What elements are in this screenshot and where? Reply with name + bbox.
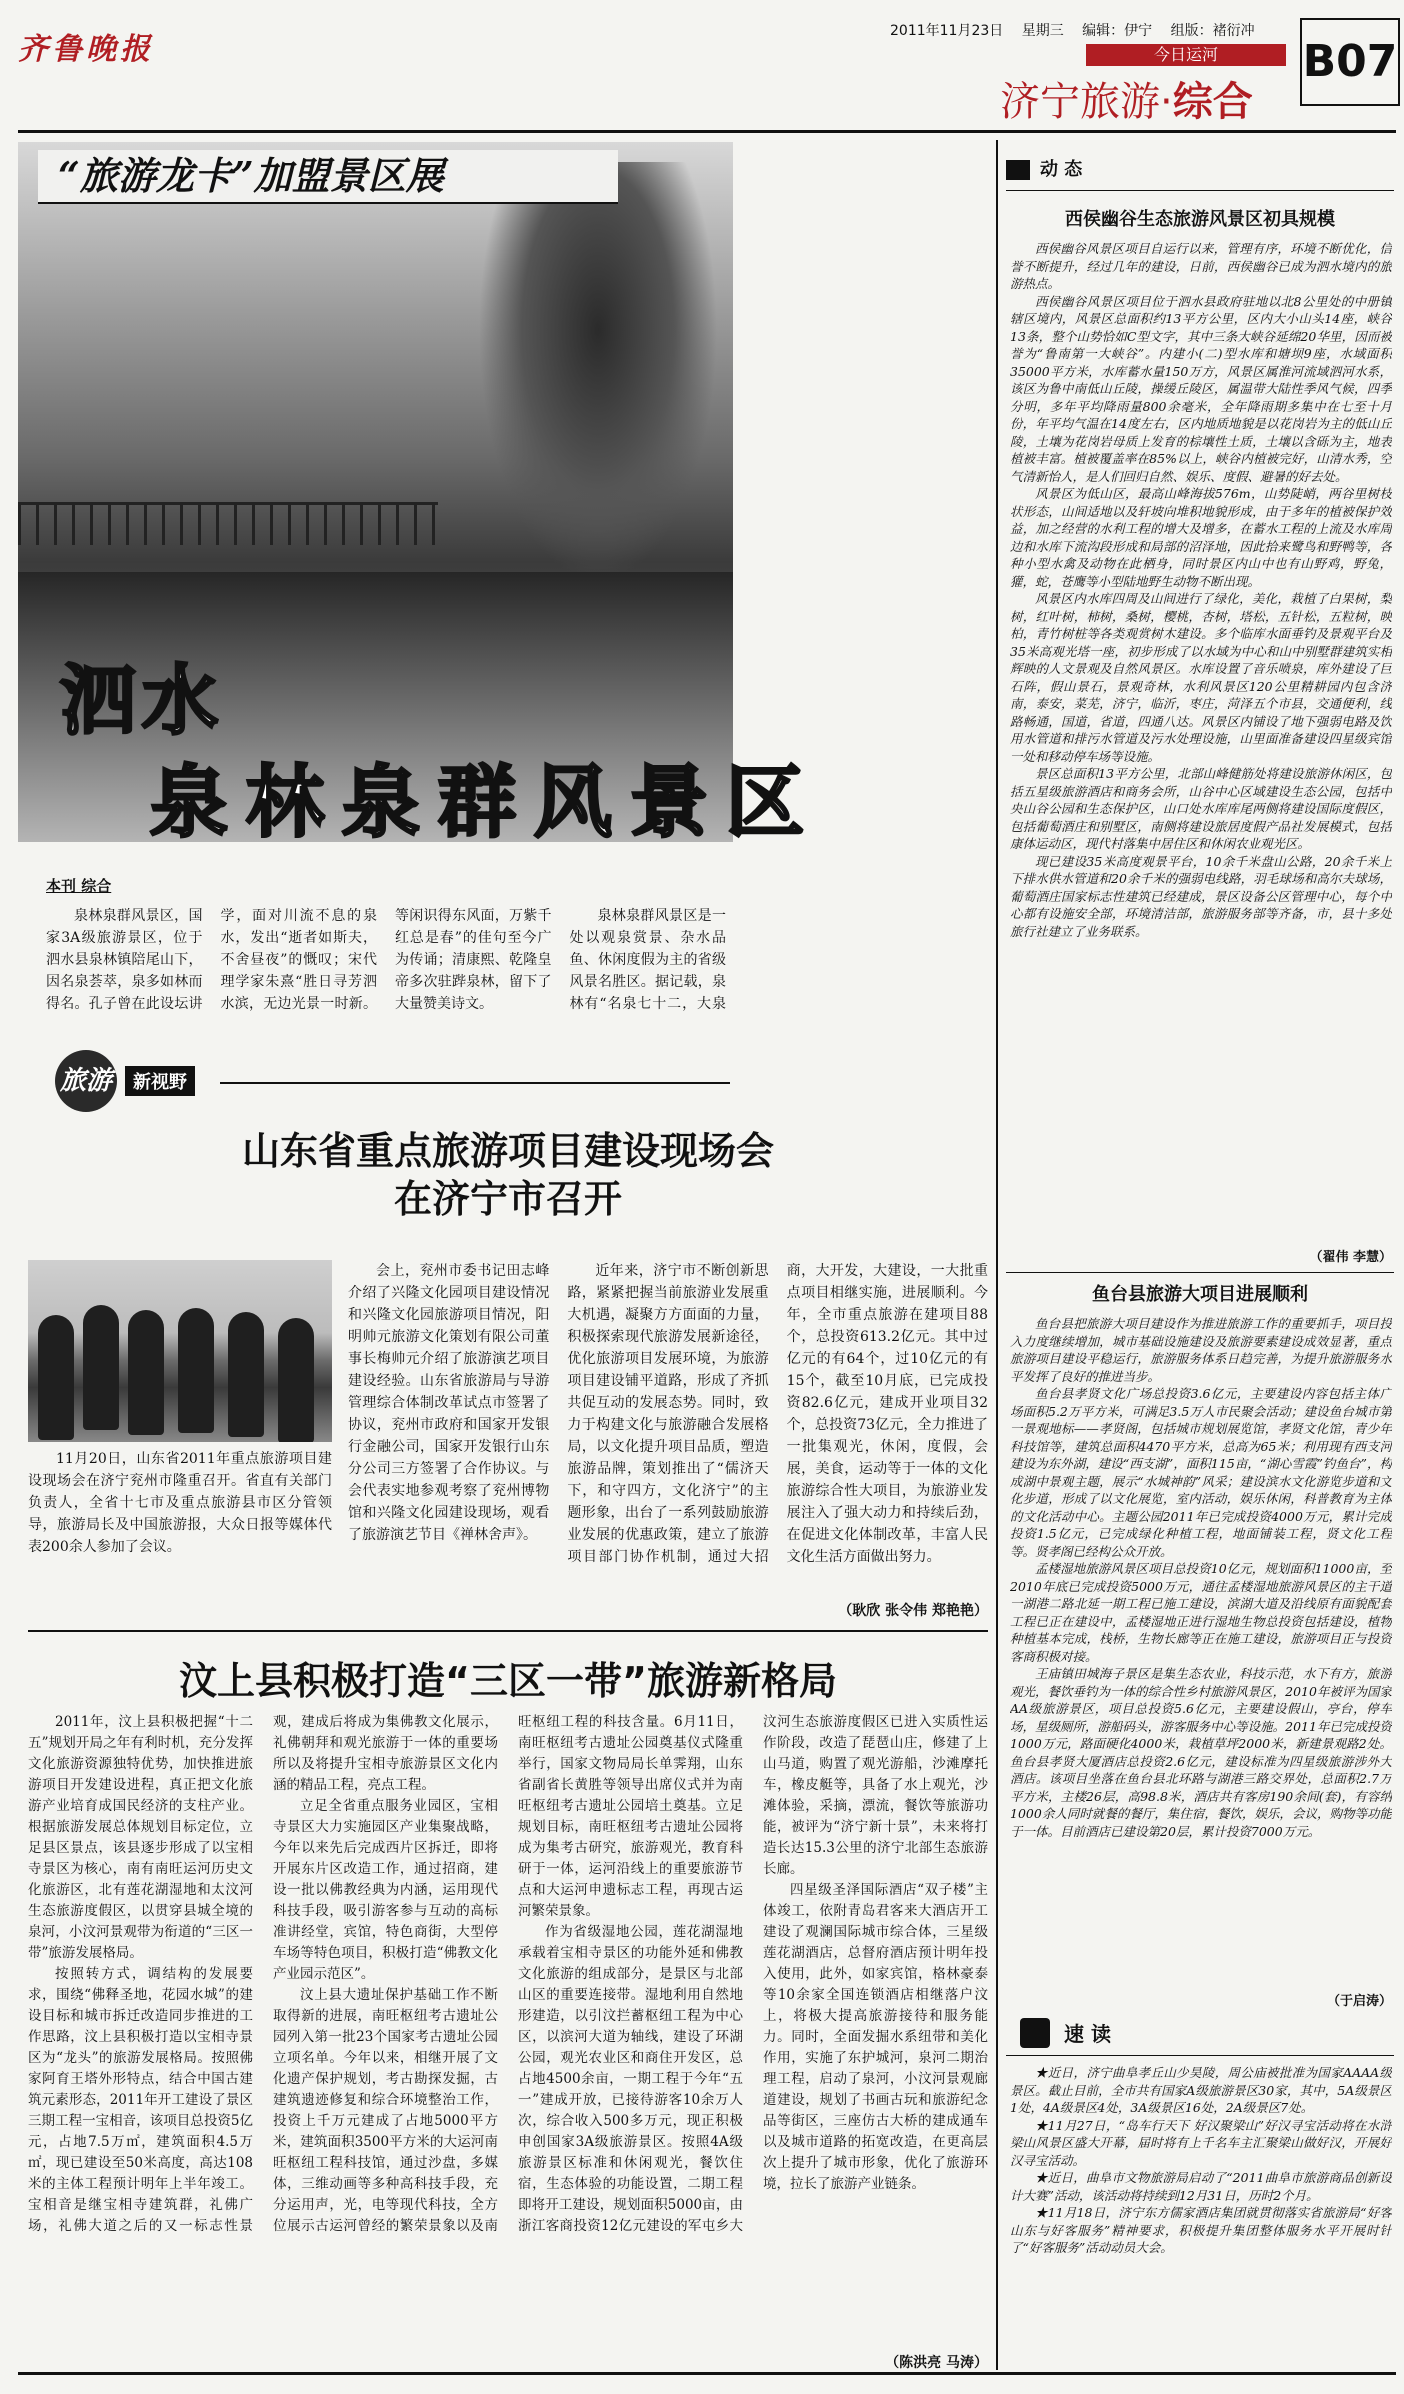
story1-credit: （耿欣 张令伟 郑艳艳） — [838, 1603, 988, 1619]
brief-label: 速 读 — [1064, 2022, 1111, 2046]
photo-person-shape — [178, 1308, 214, 1433]
brief-item: ★11月18日，济宁东方儒家酒店集团就贯彻落实省旅游局“好客山东与好客服务”精神要求，积极提升集团整体服务水平开展时针了“好客服务”活动动员大会。 — [1010, 2205, 1392, 2255]
footer-rule — [18, 2372, 1396, 2375]
article1-paragraph: 风景区内水库四周及山间进行了绿化，美化，栽植了白果树，梨树，红叶树，柿树，桑树，樱桃，杏树，塔松，五针松，五粒树，映柏，青竹树桩等各类观赏树木建设。多个临库水面垂钓及景观平台及35米高观光塔一座，初步形成了以水域为中心和山中别墅群建筑实相辉映的人文景观及自然风景区。水库设置了音乐喷泉，库外建设了巨石阵，假山景石，景观奇林，水利风景区120公里精耕园内包含济南，泰安，菜芜，济宁，临沂，枣庄，菏泽五个市县，交通便利，线路畅通，国道，省道，四通八达。风景区内铺设了地下强弱电路及饮用水管道和排污水管道及污水处理设施，山里面准备建设四星级宾馆一处和移动停车场等设施。 — [1010, 591, 1392, 764]
sidebar-rule — [1006, 190, 1394, 191]
feature-paragraph: 泉林泉群风景区，国家3A级旅游景区，位于泗水县泉林镇陪尾山下，因名泉荟萃，泉多如林而得名。孔子曾在此设坛讲学，面对川流不息的泉水，发出“逝者如斯夫，不舍昼夜”的慨叹；宋代理学家朱熹“胜日寻芳泗水滨，无边光景一时新。等闲识得东风面，万紫千红总是春”的佳句至今广为传诵；清康熙、乾隆皇帝多次驻跸泉林，留下了大量赞美诗文。 — [46, 908, 552, 1012]
article1-paragraph: 风景区为低山区，最高山峰海拔576m，山势陡峭，两谷里树枝状形态，山间适地以及轩坡向堆积地貌形成，由于多年的植被保护效益，加之经营的水利工程的增大及增多，在蓄水工程的上流及水库周边和水库下流沟段形成和局部的沼泽地，因此拾来鹭鸟和野鸭等，各种小型水禽及动物在此栖身，同时景区内山中也有山野鸡，野兔，獾，蛇，苍鹰等小型陆地野生动物不断出现。 — [1010, 486, 1392, 589]
section-title-main: 济宁旅游· — [1000, 79, 1173, 125]
feature-paragraph: 泉林泉群风景区是一处以观泉赏景、杂水品鱼、休闲度假为主的省级风景名胜区。据记载，泉林有“名泉七十二，大泉 — [569, 908, 726, 1012]
page-number: B07 — [1300, 18, 1400, 106]
article1-paragraph: 西侯幽谷风景区项目位于泗水县政府驻地以北8公里处的中册镇辖区境内，风景区总面积约13平方公里，区内大小山头14座，峡谷13条，整个山势恰如C型文字，其中三条大峡谷延绵20华里，因而被誉为“鲁南第一大峡谷”。内建小(二)型水库和塘坝9座，水域面积35000平方米，水库蓄水量150万方，风景区属淮河流域泗河水系，该区为鲁中南低山丘陵，操缓丘陵区，属温带大陆性季风气候，四季分明，多年平均降雨量800余毫米，全年降雨期多集中在七至十月份，年平均气温在14度左右，区内地质地貌是以花岗岩为主的低山丘陵，土壤为花岗岩母质上发育的棕壤性土质，土壤以含砾为主，地表植被丰富。植被覆盖率在85%以上，峡谷内植被完好，山清水秀，空气清新怡人，是人们回归自然、娱乐、度假、避暑的好去处。 — [1010, 293, 1392, 484]
brief-item: ★近日，济宁曲阜孝丘山少昊陵，周公庙被批准为国家AAAA级景区。截止目前，全市共有国家A级旅游景区30家，其中，5A级景区1处，4A级景区4处，3A级景区16处，2A级景区7处。 — [1010, 2065, 1392, 2115]
brief-list — [1010, 2064, 1392, 2364]
photo-person-shape — [38, 1315, 74, 1440]
story2-paragraph: 立足全省重点服务业园区，宝相寺景区大力实施园区产业集聚战略，今年以来先后完成西片区拆迁，即将开展东片区改造工作，通过招商，建设一批以佛教经典为内涵，运用现代科技手段，吸引游客参与互动的高标准讲经堂，宾馆，特色商街，大型停车场等特色项目，积极打造“佛教文化产业园示范区”。 — [273, 1798, 498, 1982]
section-title — [1000, 70, 1253, 127]
photo-person-shape — [228, 1312, 264, 1437]
photo-person-shape — [83, 1305, 119, 1430]
story2-paragraph: 作为省级湿地公园，莲花湖湿地承载着宝相寺景区的功能外延和佛教文化旅游的组成部分，是景区与北部山区的重要连接带。湿地利用自然地形建造，以引汶拦蓄枢纽工程为中心区，以滨河大道为轴线，建设了环湖公园，观光农业区和商住开发区，总占地4500余亩，一期工程于今年“五一”建成开放，已接待游客10余万人次，综合收入500多万元，现正积极申创国家3A级旅游景区。按照4A级旅游景区标准和休闲观光，餐饮住宿，生态体验的功能设置，二期工程即将开工建设，规划面积5000亩，由浙江客商投资12亿元建设的军屯乡大汶河生态旅游度假区已进入实质性运作阶段，改造了琵琶山庄，修建了上山马道，购置了观光游船，沙滩摩托车，橡皮艇等，具备了水上观光，沙滩体验，采摘，漂流，餐饮等旅游功能，被评为“济宁新十景”，未来将打造长达15.3公里的济宁北部生态旅游长廊。 — [518, 1714, 988, 2234]
section-bar-icon — [1006, 160, 1030, 180]
new-vision-rule — [220, 1082, 730, 1084]
photo-railing-shape — [18, 502, 438, 545]
issue-date: 2011年11月23日 — [890, 23, 1004, 39]
sidebar-section-label — [1006, 155, 1082, 181]
story2-paragraph: 按照转方式，调结构的发展要求，围绕“佛释圣地，花园水城”的建设目标和城市拆迁改造同步推进的工作思路，汶上县积极打造以宝相寺景区为“龙头”的旅游发展格局。按照佛家阿育王塔外形特点，结合中国古建筑元素形态，2011年开工建设了景区三期工程一宝相音，该项目总投资5亿元，占地7.5万㎡，建筑面积4.5万㎡，现已建设至50米高度，高达108米的主体工程预计明年上半年竣工。宝相音是继宝相寺建筑群，礼佛广场，礼佛大道之后的又一标志性景观，建成后将成为集佛教文化展示，礼佛朝拜和观光旅游于一体的重要场所以及将提升宝相寺旅游景区文化内涵的精品工程，亮点工程。 — [28, 1714, 498, 2234]
article2-paragraph: 孟楼湿地旅游风景区项目总投资10亿元，规划面积11000亩，至2010年底已完成投资5000万元，通往孟楼湿地旅游风景区的主干道一湖港二路北延一期工程已施工建设，滨湖大道及沿线原有面貌配套工程已正在建设中，孟楼湿地正进行湿地生物总投资包括建设，植物种植基本完成，栈桥，生物长廊等正在施工建设，旅游项目正与投资客商积极对接。 — [1010, 1561, 1392, 1664]
section-title-sub: 综合 — [1172, 79, 1253, 125]
column-divider — [996, 140, 998, 2370]
today-tag: 今日运河 — [1086, 44, 1286, 66]
feature-body — [46, 905, 726, 1025]
article1-paragraph: 景区总面积13平方公里，北部山峰健筋处将建设旅游休闲区，包括五星级旅游酒店和商务会所，山谷中心区域建设生态公园，包括中央山谷公园和生态保护区，山口处水库库尾两侧将建设国际度假区，包括葡萄酒庄和别墅区，南侧将建设旅居度假产品社发展模式，包括康体运动区，现代村落集中居住区和休闲农业观光区。 — [1010, 766, 1392, 851]
issue-weekday: 星期三 — [1021, 23, 1064, 39]
brief-rule — [1006, 2055, 1394, 2056]
feature-banner: “旅游龙卡”加盟景区展 — [38, 150, 618, 204]
new-vision-circle: 旅游 — [55, 1050, 117, 1112]
article1-body — [1010, 240, 1392, 1240]
editor-credit: 编辑：伊宁 — [1082, 23, 1153, 39]
new-vision-label: 新视野 — [125, 1066, 195, 1096]
meeting-photo — [28, 1260, 332, 1442]
story2-headline: 汶上县积极打造“三区一带”旅游新格局 — [179, 1659, 837, 1703]
story2-paragraph: 2011年，汶上县积极把握“十二五”规划开局之年有利时机，充分发挥文化旅游资源独特优势，加快推进旅游项目开发建设进程，真正把文化旅游产业培育成国民经济的支柱产业。根据旅游发展总体规划目标定位，立足县区景点，该县逐步形成了以宝相寺景区为核心，南有南旺运河历史文化旅游区，北有莲花湖湿地和太汶河生态旅游度假区，以贯穿县城全境的泉河，小汶河景观带为衔道的“三区一带”旅游发展格局。 — [28, 1714, 253, 1961]
feature-byline: 本刊 综合 — [46, 877, 112, 895]
story2-paragraph: 四星级圣泽国际酒店“双子楼”主体竣工，依附青岛君客来大酒店开工建设了观澜国际城市综合体，三星级莲花湖酒店，总督府酒店预计明年投入使用，此外，如家宾馆，格林豪泰等10余家全国连锁酒店相继落户汶上，将极大提高旅游接待和服务能力。同时，全面发掘水系纽带和美化作用，实施了东护城河，泉河二期治理工程，启动了泉河，小汶河景观廊道建设，规划了书画古玩和旅游纪念品等街区，三座仿古大桥的建成通车以及城市道路的拓宽改造，在更高层次上提升了城市形象，优化了旅游环境，拉长了旅游产业链条。 — [763, 1882, 988, 2192]
article1-paragraph: 现已建设35米高度观景平台，10余千米盘山公路，20余千米上下排水供水管道和20余千米的强弱电线路，羽毛球场和高尔夫球场，葡萄酒庄国家标志性建筑已经建成，景区设备公区管理中心，每个中心都有设施安全部，环境清洁部，旅游服务部等齐备，市，县十多处旅行社建立了业务联系。 — [1010, 853, 1392, 939]
story1-headline-line2: 在济宁市召开 — [393, 1177, 622, 1221]
story1-paragraph: 近年来，济宁市不断创新思路，紧紧把握当前旅游业发展重大机遇，凝聚方方面面的力量，积极探索现代旅游发展新途径，优化旅游项目发展环境，为旅游项目建设铺平道路，形成了齐抓共促互动的发展态势。同时，致力于构建文化与旅游融合发展格局，以文化提升项目品质，塑造旅游品牌，策划推出了“儒济天下，和守四方，文化济宁”的主题形象，出台了一系列鼓励旅游业发展的优惠政策，建立了旅游项目部门协作机制，通过大招商，大开发，大建设，一大批重点项目相继实施，进展顺利。今年，全市重点旅游在建项目88个，总投资613.2亿元。其中过亿元的有64个，过10亿元的有15个，截至10月底，已完成投资82.6亿元，建成开业项目32个，总投资73亿元，全力推进了一批集观光，休闲，度假，会展，美食，运动等于一体的文化旅游综合性大项目，为旅游业发展注入了强大动力和持续后劲，在促进文化体制改革，丰富人民文化生活方面做出努力。 — [567, 1263, 988, 1565]
sidebar-rule — [1006, 1272, 1394, 1273]
photo-person-shape — [128, 1310, 164, 1435]
brief-item: ★近日，曲阜市文物旅游局启动了“2011曲阜市旅游商品创新设计大赛”活动，该活动将持续到12月31日，历时2个月。 — [1010, 2170, 1392, 2203]
article2-title: 鱼台县旅游大项目进展顺利 — [1092, 1284, 1308, 1305]
issue-info — [890, 20, 1269, 40]
meeting-photo-caption — [28, 1448, 332, 1618]
masthead-logo: 齐鲁晚报 — [18, 32, 154, 67]
article2-paragraph: 鱼台县把旅游大项目建设作为推进旅游工作的重要抓手，项目投入力度继续增加，城市基础设施建设及旅游要素建设成效显著，重点旅游项目建设平稳运行，旅游服务体系日趋完善，为提升旅游服务水平发挥了良好的推进当步。 — [1010, 1316, 1392, 1384]
story1-body — [348, 1260, 988, 1600]
photo-person-shape — [278, 1318, 314, 1442]
story1-paragraph: 会上，兖州市委书记田志峰介绍了兴隆文化园项目建设情况和兴隆文化园旅游项目情况，阳明帅元旅游文化策划有限公司董事长梅帅元介绍了旅游演艺项目建设经验。山东省旅游局与导游管理综合体制改革试点市签署了协议，兖州市政府和国家开发银行金融公司，国家开发银行山东分公司三方签署了合作协议。与会代表实地参观考察了兖州博物馆和兴隆文化园建设现场，观看了旅游演艺节目《禅林舍声》。 — [348, 1263, 550, 1543]
article2-paragraph: 鱼台县孝贤文化广场总投资3.6亿元，主要建设内容包括主体广场面积5.2万平方米，可满足3.5万人市民聚会活动；建设鱼台城市第一景观地标——孝贤阁，包括城市规划展览馆，孝贤文化馆，青少年科技馆等，建筑总面积4470平方米，总高为65米；利用现有西支河建设为东外湖，建设“西支湖”，面积115亩，“湖心雪霞”钓鱼台”，构成湖中景观主题，展示“水城神韵”风采；建设滨水文化游览步道和文化步道，形成了以文化展览，室内活动，娱乐休闲，科普教育为主体的文化活动中心。主题公园2011年已完成投资4000万元，累计完成投资1.5亿元，已完成绿化种植工程，地面铺装工程，贤文化工程等。贤孝阁已经构公众开放。 — [1010, 1386, 1392, 1559]
brief-icon — [1020, 2018, 1050, 2048]
sidebar-section-text: 动 态 — [1040, 159, 1083, 180]
caption-text: 11月20日，山东省2011年重点旅游项目建设现场会在济宁兖州市隆重召开。省直有关部门负责人，全省十七市及重点旅游县市区分管领导，旅游局长及中国旅游报，大众日报等媒体代表200余人参加了会议。 — [28, 1451, 332, 1555]
new-vision-badge — [55, 1050, 205, 1112]
article1-title: 西侯幽谷生态旅游风景区初具规模 — [1065, 209, 1335, 230]
story2-credit: （陈洪亮 马涛） — [885, 2355, 988, 2371]
article2-credit: （于启涛） — [1326, 1994, 1392, 2009]
article1-paragraph: 西侯幽谷风景区项目自运行以来，管理有序，环境不断优化，信誉不断提升，经过几年的建设，日前，西侯幽谷已成为泗水境内的旅游热点。 — [1010, 241, 1392, 291]
header-rule — [18, 130, 1396, 133]
brief-item: ★11月27日，“岛车行天下 好汉聚梁山”好汉寻宝活动将在水浒梁山风景区盛大开幕，届时将有上千名车主汇聚梁山做好汉，开展好汉寻宝活动。 — [1010, 2117, 1392, 2168]
story2-body — [28, 1712, 988, 2352]
photo-tree-shape — [478, 162, 718, 582]
story2-paragraph: 汶上县大遗址保护基础工作不断取得新的进展，南旺枢纽考古遗址公园列入第一批23个国家考古遗址公园立项名单。今年以来，相继开展了文化遗产保护规划，考古勘探发掘，古建筑遗迹修复和综合环境整治工作，投资上千万元建成了占地5000平方米，建筑面积3500平方米的大运河南旺枢纽工程科技馆，通过沙盘，多媒体，三维动画等多种高科技手段，充分运用声，光，电等现代科技，全方位展示古运河曾经的繁荣景象以及南旺枢纽工程的科技含量。6月11日，南旺枢纽考古遗址公园奠基仪式隆重举行，国家文物局局长单霁翔，山东省副省长黄胜等领导出席仪式并为南旺枢纽考古遗址公园培土奠基。立足规划目标，南旺枢纽考古遗址公园将成为集考古研究，旅游观光，教育科研于一体，运河沿线上的重要旅游节点和大运河申遗标志工程，再现古运河繁荣景象。 — [273, 1714, 743, 2234]
article1-credit: （翟伟 李慧） — [1309, 1250, 1392, 1265]
layout-credit: 组版：褚衍冲 — [1170, 23, 1255, 39]
story1-headline-line1: 山东省重点旅游项目建设现场会 — [241, 1129, 774, 1173]
article2-paragraph: 王庙镇田城海子景区是集生态农业，科技示范，水下有方，旅游观光，餐饮垂钓为一体的综合性乡村旅游风景区，2010年被评为国家AA级旅游景区，项目总投资5.6亿元，主要建设假山，亭台，停车场，星级厕所，游船码头，游客服务中心等设施。2011年已完成投资1000万元，路面硬化4000米，栽植草坪2000米，新建景观路2处。鱼台县孝贤大厦酒店总投资2.6亿元，建设标准为四星级旅游涉外大酒店。该项目坐落在鱼台县北环路与湖港三路交界处，总面积2.7万平方米，主楼26层，高98.8米，酒店共有客房190余间(套)，有容纳1000余人同时就餐的餐厅，集住宿，餐饮，娱乐，会议，购物等功能于一体。目前酒店已建设第20层，累计投资7000万元。 — [1010, 1666, 1392, 1839]
feature-title-line2: 泉林泉群风景区 — [150, 757, 823, 848]
feature-title-line1: 泗水 — [60, 656, 224, 745]
story2-top-rule — [28, 1630, 988, 1632]
article2-body — [1010, 1315, 1392, 2005]
